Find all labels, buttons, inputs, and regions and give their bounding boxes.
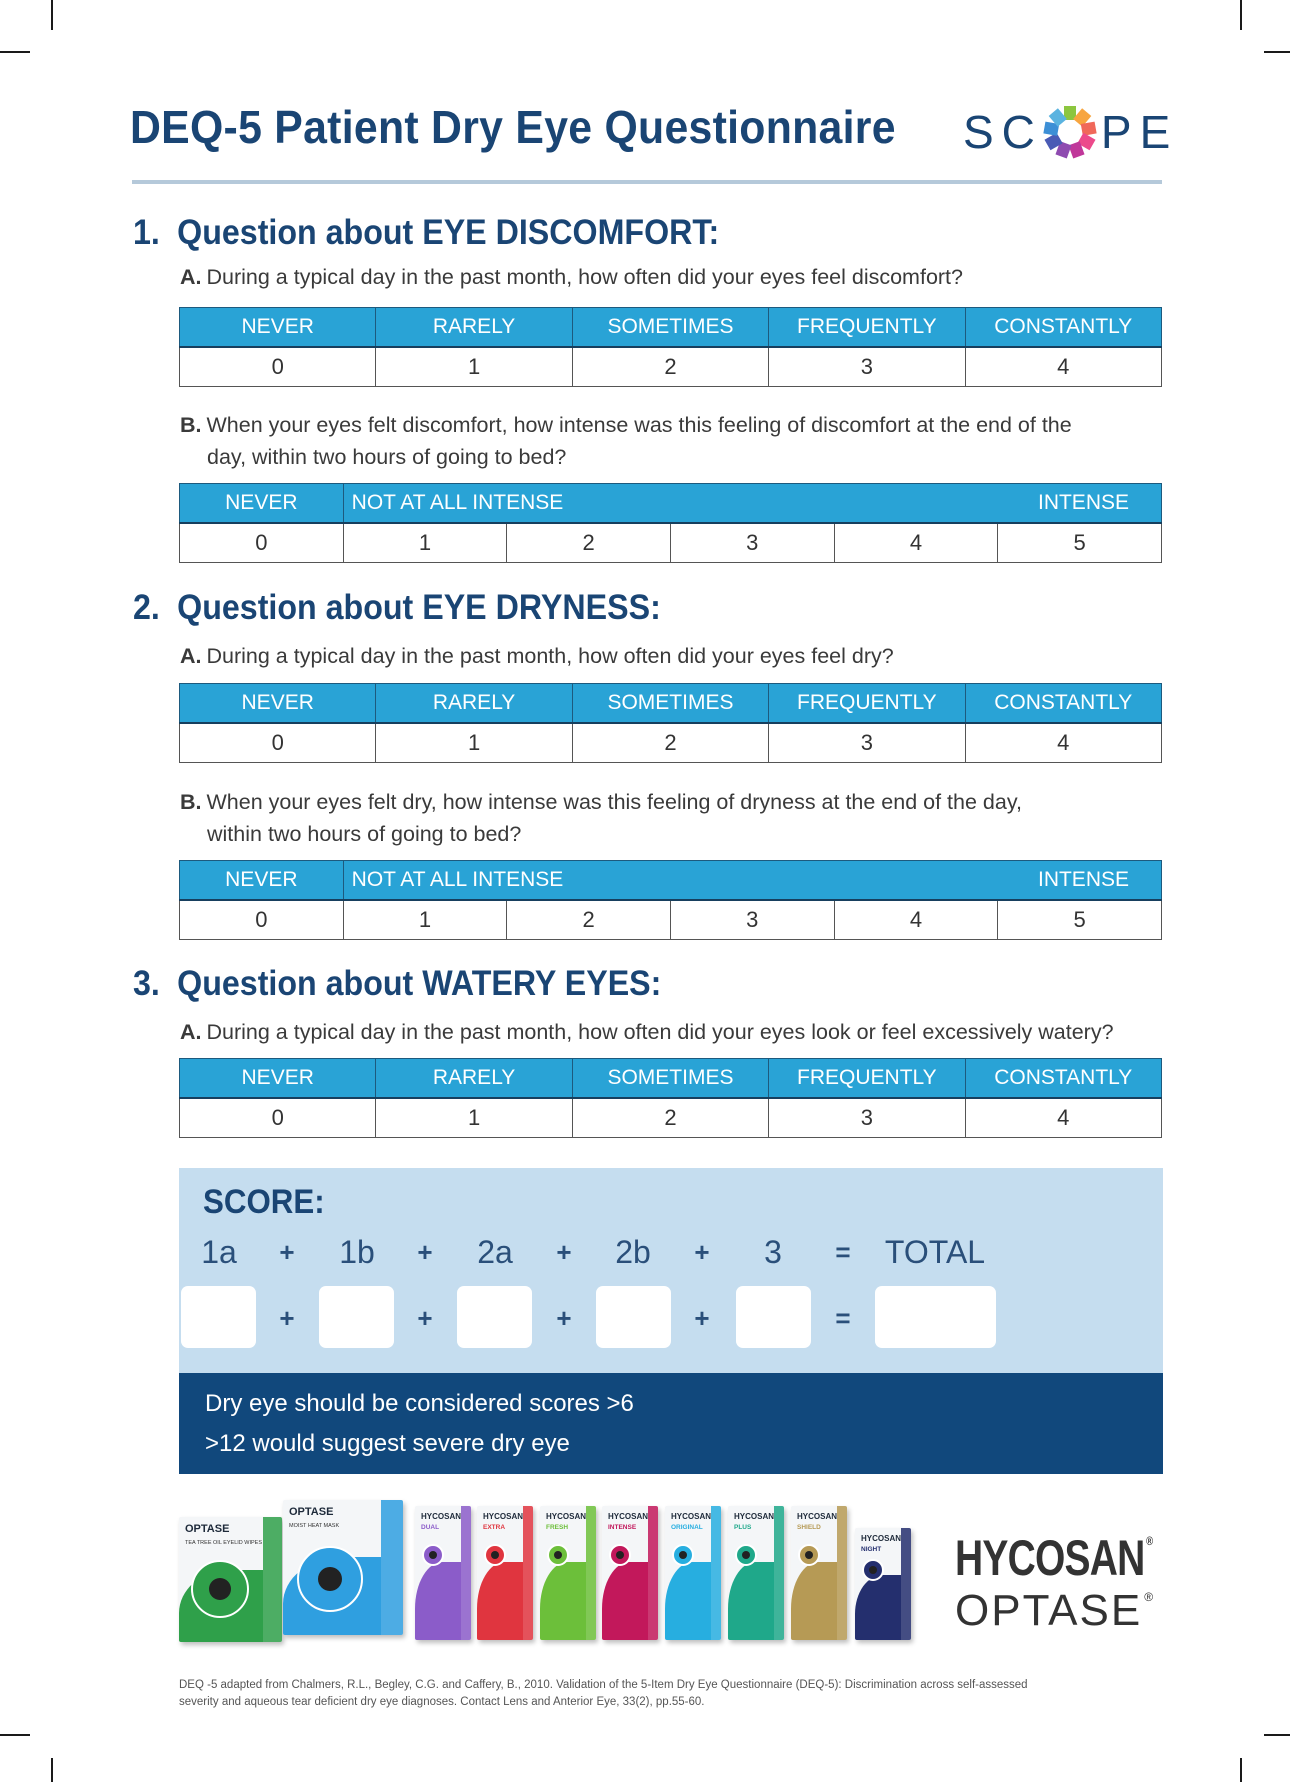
answer-header-label: CONSTANTLY [994,315,1133,338]
box-color-band [415,1562,461,1640]
question-3a-text [180,1018,1114,1046]
crop-mark [0,51,30,53]
answer-value-row [180,723,1162,763]
box-side [837,1506,847,1640]
answer-header-label: CONSTANTLY [994,1066,1133,1089]
answer-option-0[interactable] [180,900,344,940]
answer-header-label: CONSTANTLY [994,691,1133,714]
product-variant: EXTRA [483,1524,506,1531]
answer-option-3[interactable] [670,523,834,563]
answer-option-0[interactable] [180,723,376,763]
eye-icon [547,1544,569,1566]
answer-header-label: NEVER [225,868,298,891]
answer-option-value: 1 [467,354,481,379]
question-text: During a typical day in the past month, how often did your eyes feel discomfort? [206,265,963,289]
answer-option-value: 5 [1073,530,1086,555]
answer-option-value: 0 [271,354,284,379]
eye-icon [609,1544,631,1566]
plus-sign: + [417,1303,433,1333]
box-color-band [665,1562,711,1640]
answer-header-intensity-scale [343,861,1161,901]
box-side [648,1506,658,1640]
answer-header-label: SOMETIMES [607,1066,734,1089]
score-label-1a: 1a [201,1234,237,1270]
box-color-band [540,1562,586,1640]
product-brand: HYCOSAN [861,1534,902,1543]
box-side [381,1500,403,1635]
answer-header-label: RARELY [432,315,516,338]
answer-option-4[interactable] [834,523,998,563]
pupil [429,1551,437,1559]
product-variant: PLUS [734,1524,752,1531]
box-side [523,1506,533,1640]
product-lineup [179,1492,909,1647]
plus-sign: + [279,1237,295,1267]
plus-sign: + [279,1303,295,1333]
answer-option-value: 4 [1057,1105,1070,1130]
box-side [263,1517,282,1642]
pupil [869,1566,877,1574]
product-brand: HYCOSAN [734,1512,775,1521]
answer-header-label: FREQUENTLY [797,1066,937,1089]
answer-option-value: 1 [467,730,481,755]
score-label-3: 3 [764,1234,782,1270]
answer-header-sometimes [572,1059,768,1099]
question-text: When your eyes felt discomfort, how intense was this feeling of discomfort at the end of the [206,413,1072,437]
product-brand: OPTASE [185,1523,230,1535]
question-letter: A. [180,1020,202,1044]
product-brand: HYCOSAN [608,1512,649,1521]
product-variant: DUAL [421,1524,440,1531]
answer-option-3[interactable] [670,900,834,940]
question-letter: A. [180,644,202,668]
answer-header-sometimes [572,684,768,724]
answer-option-5[interactable] [998,900,1162,940]
score-label-1b: 1b [339,1234,375,1270]
answer-header-sometimes [572,308,768,348]
answer-option-value: 2 [664,1105,677,1130]
answer-option-4[interactable] [965,723,1161,763]
answer-option-value: 2 [582,907,595,932]
eye-icon [422,1544,444,1566]
answer-option-3[interactable] [769,347,965,387]
answer-option-value: 2 [664,730,677,755]
section-number: 1. [133,213,160,252]
answer-header-label: RARELY [432,691,516,714]
product-variant: NIGHT [861,1546,882,1553]
product-brand: HYCOSAN [546,1512,587,1521]
answer-header-label: FREQUENTLY [797,691,937,714]
product-box [602,1506,658,1640]
hycosan-logo [955,1530,1153,1586]
answer-option-4[interactable] [965,1098,1161,1138]
answer-header-row [180,1059,1162,1099]
eye-icon [191,1560,249,1618]
answer-option-1[interactable] [376,1098,572,1138]
answer-header-row [180,861,1162,901]
section-heading-3 [133,964,661,1004]
plus-sign: + [556,1237,572,1267]
answer-option-2[interactable] [572,723,768,763]
answer-table-1b [179,483,1162,563]
intensity-low-label: NOT AT ALL INTENSE [351,868,564,891]
optase-logo [955,1586,1170,1636]
plus-sign: + [556,1303,572,1333]
answer-value-row [180,900,1162,940]
crop-mark [51,0,53,30]
answer-option-0[interactable] [180,1098,376,1138]
section-title: Question about EYE DRYNESS: [177,588,661,627]
answer-header-rarely [376,308,572,348]
pupil [209,1578,231,1600]
pupil [318,1567,342,1591]
score-operators-row [179,1286,1163,1350]
eye-icon [798,1544,820,1566]
product-brand: OPTASE [289,1506,334,1518]
section-number: 2. [133,588,160,627]
citation-line-1: DEQ -5 adapted from Chalmers, R.L., Begley, C.G. and Caffery, B., 2010. Validation of the 5-Item Dry Eye Questionnaire (DEQ-5): Discrimination across self-assessed [179,1679,1028,1691]
box-side [586,1506,596,1640]
answer-option-value: 3 [860,730,873,755]
page-title: DEQ-5 Patient Dry Eye Questionnaire [130,101,896,153]
answer-header-row [180,308,1162,348]
answer-header-label: NEVER [225,491,298,514]
answer-option-1[interactable] [376,347,572,387]
product-variant: SHIELD [797,1524,821,1531]
answer-option-value: 3 [746,530,759,555]
plus-sign: + [694,1303,710,1333]
answer-header-label: SOMETIMES [607,315,734,338]
pupil [805,1551,813,1559]
question-letter: B. [180,413,202,437]
section-title: Question about WATERY EYES: [177,964,662,1003]
product-variant: TEA TREE OIL EYELID WIPES [185,1540,263,1546]
plus-sign: + [417,1237,433,1267]
product-box [728,1506,784,1640]
answer-option-1[interactable] [376,723,572,763]
answer-option-3[interactable] [769,723,965,763]
answer-option-value: 1 [467,1105,481,1130]
question-text: During a typical day in the past month, how often did your eyes look or feel excessively watery? [206,1020,1114,1044]
question-2b-text [180,788,1022,816]
answer-header-frequently [769,684,965,724]
answer-option-value: 1 [418,907,432,932]
question-text: When your eyes felt dry, how intense was this feeling of dryness at the end of the day, [206,790,1022,814]
question-1b-text [180,411,1072,439]
box-side [461,1506,471,1640]
answer-value-row [180,1098,1162,1138]
citation-footnote [179,1677,1179,1711]
answer-option-4[interactable] [834,900,998,940]
question-2a-text [180,642,894,670]
pupil [554,1551,562,1559]
question-letter: B. [180,790,202,814]
box-color-band [602,1562,648,1640]
product-box [415,1506,471,1640]
registered-mark: ® [1144,1590,1156,1604]
eye-icon [672,1544,694,1566]
crop-mark [1240,0,1242,30]
intensity-low-label: NOT AT ALL INTENSE [351,491,564,514]
plus-sign: + [694,1237,710,1267]
registered-mark: ® [1146,1534,1153,1548]
answer-option-0[interactable] [180,523,344,563]
answer-header-rarely [376,1059,572,1099]
answer-option-1[interactable] [343,523,507,563]
answer-table-2a [179,683,1162,763]
answer-table-2b [179,860,1162,940]
product-brand: HYCOSAN [671,1512,712,1521]
answer-header-never [180,684,376,724]
section-heading-2 [133,588,661,628]
answer-option-value: 0 [271,1105,284,1130]
score-label-2a: 2a [477,1234,513,1270]
box-side [901,1528,911,1640]
question-1b-text-continued [207,443,566,471]
optase-logo-text: OPTASE [955,1586,1143,1635]
section-number: 3. [133,964,160,1003]
scope-logo [963,104,1178,160]
product-box [665,1506,721,1640]
answer-option-value: 4 [1057,730,1070,755]
question-letter: A. [180,265,202,289]
brand-logos [955,1530,1170,1636]
question-2b-text-continued [207,820,521,848]
answer-option-value: 0 [255,907,268,932]
answer-option-value: 5 [1073,907,1086,932]
product-variant: INTENSE [608,1524,637,1531]
eye-icon [484,1544,506,1566]
box-color-band [728,1562,774,1640]
score-label-2b: 2b [615,1234,651,1270]
answer-value-row [180,347,1162,387]
answer-header-frequently [769,308,965,348]
answer-header-frequently [769,1059,965,1099]
answer-option-value: 0 [255,530,268,555]
section-heading-1 [133,213,719,253]
answer-option-value: 0 [271,730,284,755]
score-panel [179,1168,1163,1373]
answer-header-row [180,484,1162,524]
pupil [491,1551,499,1559]
answer-table-1a [179,307,1162,387]
crop-mark [51,1758,53,1782]
flower-o-icon [1043,105,1097,159]
answer-option-value: 4 [909,530,923,555]
answer-header-never [180,861,344,901]
answer-option-1[interactable] [343,900,507,940]
crop-mark [1240,1758,1242,1782]
answer-header-label: SOMETIMES [607,691,734,714]
answer-option-value: 4 [1057,354,1070,379]
answer-header-label: NEVER [241,691,314,714]
citation-line-2: severity and aqueous tear deficient dry eye diagnoses. Contact Lens and Anterior Eye, 33(2), pp.55-60. [179,1696,705,1708]
crop-mark [1264,1734,1290,1736]
box-side [711,1506,721,1640]
answer-option-4[interactable] [965,347,1161,387]
answer-option-2[interactable] [507,900,671,940]
answer-header-constantly [965,1059,1161,1099]
interpretation-line-2: >12 would suggest severe dry eye [205,1430,570,1457]
answer-header-label: RARELY [432,1066,516,1089]
box-side [774,1506,784,1640]
crop-mark [0,1734,30,1736]
interpretation-line-1: Dry eye should be considered scores >6 [205,1390,634,1417]
answer-value-row [180,523,1162,563]
answer-option-value: 4 [909,907,923,932]
score-labels-row [179,1230,1163,1274]
product-box [283,1500,403,1635]
intensity-scale-labels [344,491,1161,515]
answer-header-constantly [965,684,1161,724]
equals-sign: = [835,1237,851,1267]
logo-text-right: PE [1100,106,1179,158]
answer-option-2[interactable] [507,523,671,563]
product-box [477,1506,533,1640]
section-title: Question about EYE DISCOMFORT: [177,213,720,252]
question-1a-text [180,263,963,291]
logo-text-left: SC [963,106,1043,158]
product-box [540,1506,596,1640]
product-brand: HYCOSAN [797,1512,838,1521]
header-divider [132,180,1162,184]
answer-header-intensity-scale [343,484,1161,524]
question-text: During a typical day in the past month, how often did your eyes feel dry? [206,644,894,668]
answer-option-2[interactable] [572,1098,768,1138]
eye-icon [735,1544,757,1566]
answer-option-5[interactable] [998,523,1162,563]
question-text-continued: day, within two hours of going to bed? [207,445,567,469]
pupil [616,1551,624,1559]
question-text-continued: within two hours of going to bed? [207,822,522,846]
box-color-band [855,1575,901,1640]
answer-header-never [180,1059,376,1099]
answer-header-label: NEVER [241,315,314,338]
answer-option-value: 2 [582,530,595,555]
intensity-high-label: INTENSE [1037,491,1129,514]
product-variant: ORIGINAL [671,1524,703,1531]
box-color-band [477,1562,523,1640]
answer-header-never [180,308,376,348]
product-box [791,1506,847,1640]
product-box [855,1528,911,1640]
answer-option-0[interactable] [180,347,376,387]
score-interpretation [179,1373,1163,1474]
score-label-total: TOTAL [884,1234,986,1270]
intensity-scale-labels [344,868,1161,892]
answer-header-constantly [965,308,1161,348]
answer-header-rarely [376,684,572,724]
box-color-band [791,1562,837,1640]
answer-option-value: 3 [746,907,759,932]
product-brand: HYCOSAN [483,1512,524,1521]
score-inputs-row [179,1286,1163,1350]
eye-icon [297,1546,363,1612]
answer-header-never [180,484,344,524]
answer-option-value: 2 [664,354,677,379]
pupil [679,1551,687,1559]
product-variant: MOIST HEAT MASK [289,1523,340,1529]
pupil [742,1551,750,1559]
intensity-high-label: INTENSE [1037,868,1129,891]
product-brand: HYCOSAN [421,1512,462,1521]
answer-option-2[interactable] [572,347,768,387]
product-box [179,1517,282,1642]
product-variant: FRESH [546,1524,569,1531]
eye-icon [862,1559,884,1581]
answer-option-3[interactable] [769,1098,965,1138]
answer-header-label: NEVER [241,1066,314,1089]
score-title: SCORE: [203,1183,325,1221]
answer-option-value: 1 [418,530,432,555]
hycosan-logo-text: HYCOSAN [955,1530,1145,1586]
answer-option-value: 3 [860,354,873,379]
answer-option-value: 3 [860,1105,873,1130]
answer-header-label: FREQUENTLY [797,315,937,338]
crop-mark [1264,51,1290,53]
answer-header-row [180,684,1162,724]
equals-sign: = [835,1303,851,1333]
answer-table-3a [179,1058,1162,1138]
